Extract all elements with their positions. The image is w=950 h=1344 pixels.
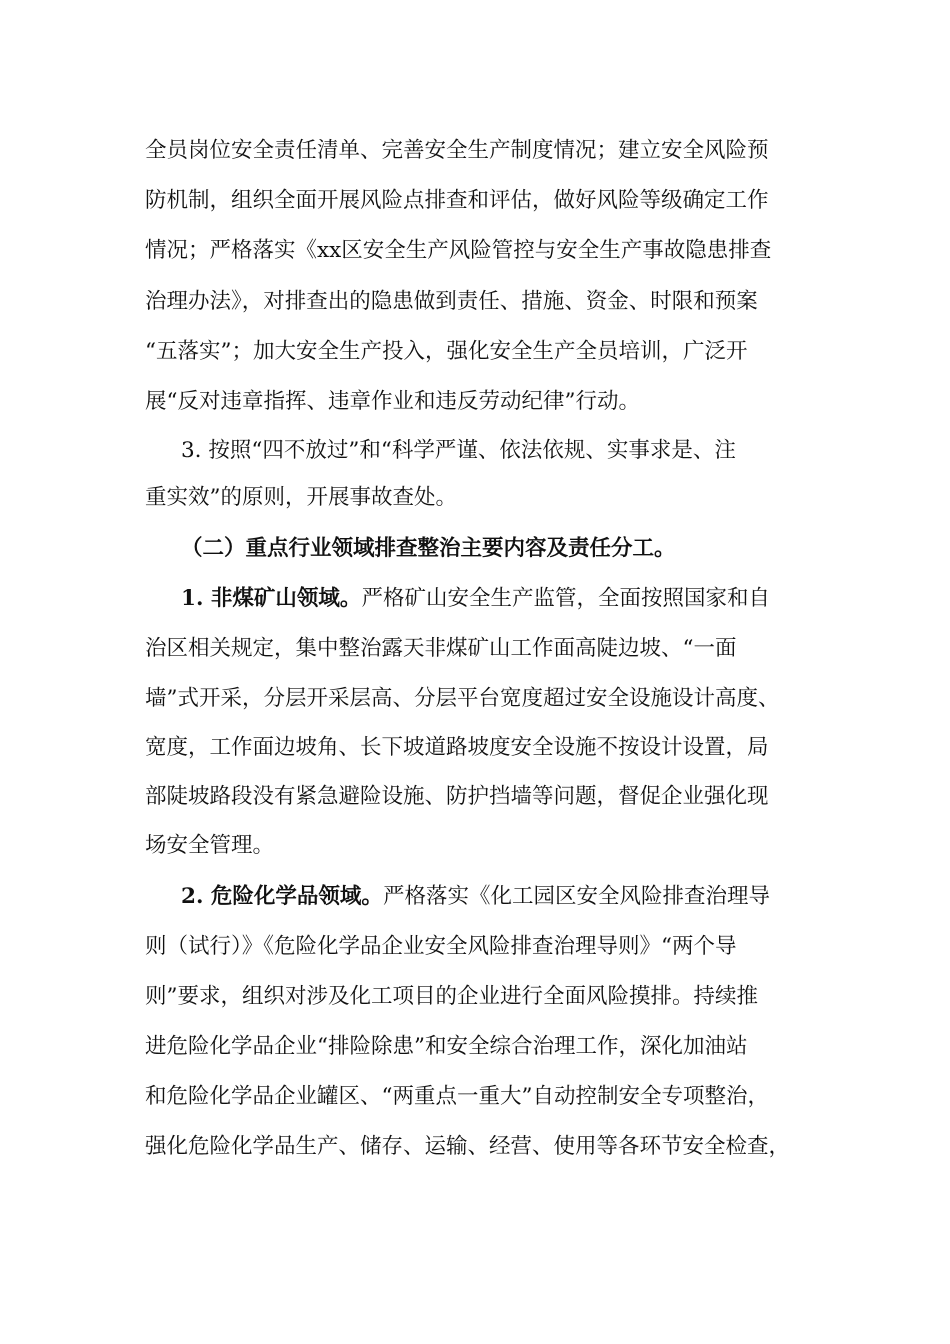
list-item-chem-line [181,877,815,917]
list-item-mining-text: 严格矿山安全生产监管，全面按照国家和自 [361,586,770,611]
list-item-mining-title: 1. 非煤矿山领域。 [181,586,362,611]
list-item-chem-text: 严格落实《化工园区安全风险排查治理导 [382,884,770,909]
paragraph-line: 部陡坡路段没有紧急避险设施、防护挡墙等问题，督促企业强化现 [145,784,769,809]
paragraph-line: 墙”式开采，分层开采层高、分层平台宽度超过安全设施设计高度、 [145,686,780,711]
list-item-3-line: 重实效”的原则，开展事故查处。 [145,485,457,510]
list-item-mining-line [181,579,815,619]
paragraph-line: 和危险化学品企业罐区、“两重点一重大”自动控制安全专项整治， [145,1084,769,1109]
list-item-chem-title: 2. 危险化学品领域。 [181,884,383,909]
paragraph-line: 情况；严格落实《xx区安全生产风险管控与安全生产事故隐患排查 [145,238,772,263]
paragraph-line: 进危险化学品企业“排险除患”和安全综合治理工作，深化加油站 [145,1034,748,1059]
paragraph-line: 全员岗位安全责任清单、完善安全生产制度情况；建立安全风险预 [145,138,769,163]
paragraph-line: 强化危险化学品生产、储存、运输、经营、使用等各环节安全检查， [145,1134,791,1159]
paragraph-line: 宽度，工作面边坡角、长下坡道路坡度安全设施不按设计设置，局 [145,735,769,760]
paragraph-line: 防机制，组织全面开展风险点排查和评估，做好风险等级确定工作 [145,188,769,213]
paragraph-line: 场安全管理。 [145,833,275,858]
paragraph-line: 则（试行）》《危险化学品企业安全风险排查治理导则》“两个导 [145,934,737,959]
paragraph-line: 则”要求，组织对涉及化工项目的企业进行全面风险摸排。持续推 [145,984,758,1009]
paragraph-line: 展“反对违章指挥、违章作业和违反劳动纪律”行动。 [145,389,640,414]
section-heading: （二）重点行业领域排查整治主要内容及责任分工。 [181,536,676,561]
paragraph-line: 治区相关规定，集中整治露天非煤矿山工作面高陡边坡、“一面 [145,636,737,661]
paragraph-line: “五落实”；加大安全生产投入，强化安全生产全员培训，广泛开 [145,339,748,364]
list-item-3-line: 3. 按照“四不放过”和“科学严谨、依法依规、实事求是、注 [181,438,736,463]
paragraph-line: 治理办法》，对排查出的隐患做到责任、措施、资金、时限和预案 [145,289,758,314]
